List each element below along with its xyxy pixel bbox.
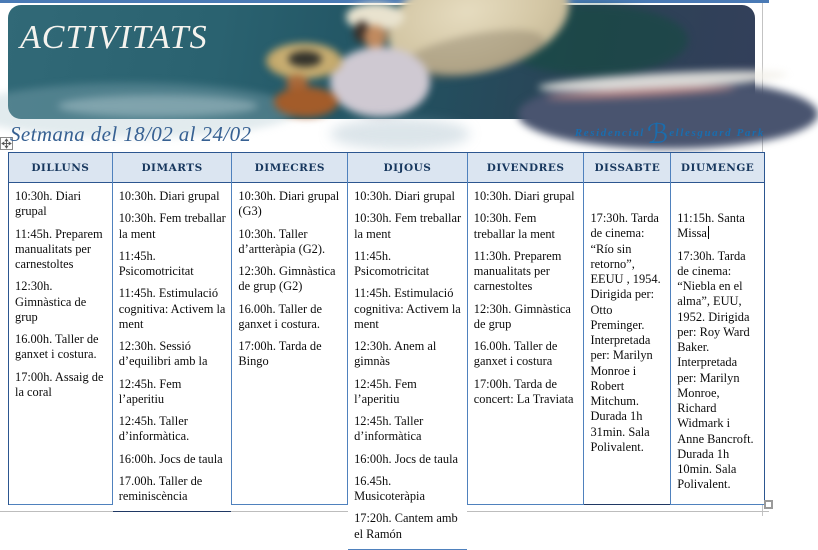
day-column-dijous (348, 153, 468, 541)
schedule-cell-dissabte[interactable] (584, 183, 670, 505)
day-header-dissabte[interactable]: DISSABTE (584, 153, 670, 183)
day-header-divendres[interactable]: DIVENDRES (468, 153, 584, 183)
day-header-dijous[interactable]: DIJOUS (348, 153, 467, 183)
residence-logo (540, 119, 765, 151)
activity-item[interactable]: 12:30h. Anem al gimnàs (354, 339, 437, 369)
schedule-cell-dilluns[interactable] (9, 183, 112, 505)
activity-item[interactable]: 16.00h. Taller de ganxet i costura. (15, 332, 99, 362)
activity-item[interactable]: 11:30h. Preparem manualitats per carnestoltes (473, 248, 562, 294)
activity-item[interactable]: 10:30h. Fem treballar la ment (118, 211, 226, 241)
activity-item[interactable]: 17:30h. Tarda de cinema: “Río sin retorno”, EEUU , 1954. Dirigida per: Otto Preminger. Interpretada per: Marilyn Monroe i Robert Mitchum. Durada 1h 31min. Sala Polivalent. (590, 211, 661, 454)
activity-item[interactable]: 12:45h. Taller d’informàtica (354, 414, 424, 444)
logo-initial: ℬ (646, 119, 669, 150)
activity-item[interactable]: 17:00h. Assaig de la coral (15, 369, 104, 399)
schedule-table (8, 152, 765, 541)
activity-item[interactable]: 12:45h. Fem l’aperitiu (118, 376, 182, 406)
schedule-cell-divendres[interactable] (468, 183, 584, 505)
activity-item[interactable]: 10:30h. Diari grupal (G3) (238, 189, 340, 219)
activity-item[interactable]: 11:15h. Santa Missa (677, 211, 745, 241)
activity-item[interactable]: 17:00h. Tarda de Bingo (238, 339, 322, 369)
schedule-cell-dimarts[interactable] (113, 183, 232, 512)
activity-item[interactable]: 16:00h. Jocs de taula (118, 451, 223, 466)
day-column-diumenge (671, 153, 764, 505)
activity-item[interactable]: 10:30h. Diari grupal (354, 189, 455, 203)
day-column-dissabte (584, 153, 671, 505)
page-title: ACTIVITATS (20, 19, 208, 56)
table-resize-handle-icon[interactable] (764, 500, 773, 509)
activity-item[interactable]: 17:00h. Tarda de concert: La Traviata (473, 376, 574, 406)
activity-item[interactable]: 12:45h. Taller d’informàtica. (118, 414, 190, 444)
activity-item[interactable]: 17.00h. Taller de reminiscència (118, 473, 203, 503)
activity-item[interactable]: 11:45h. Estimulació cognitiva: Activem la ment (354, 286, 461, 331)
activity-item[interactable]: 10:30h. Diari grupal (15, 189, 82, 219)
activity-item[interactable]: 16.00h. Taller de ganxet i costura. (238, 301, 322, 331)
logo-suffix: ellesguard Park (669, 127, 765, 139)
week-label[interactable]: Setmana del 18/02 al 24/02 (10, 122, 252, 146)
activity-item[interactable]: 12:30h. Gimnàstica de grup (15, 279, 87, 324)
schedule-cell-dijous[interactable] (348, 183, 467, 550)
activity-item[interactable]: 16:00h. Jocs de taula (354, 451, 459, 466)
activity-item[interactable]: 12:30h. Gimnàstica de grup (473, 301, 571, 331)
activity-item[interactable]: 10:30h. Fem treballar la ment (354, 211, 462, 241)
activity-item[interactable]: 11:45h. Estimulació cognitiva: Activem la ment (118, 286, 226, 331)
activity-item[interactable]: 16.45h. Musicoteràpia (354, 473, 425, 503)
activity-item[interactable]: 10:30h. Diari grupal (473, 189, 575, 203)
day-header-dimecres[interactable]: DIMECRES (232, 153, 347, 183)
activity-item[interactable]: 11:45h. Psicomotricitat (354, 248, 430, 278)
day-header-dilluns[interactable]: DILLUNS (9, 153, 112, 183)
day-column-divendres (468, 153, 585, 505)
activity-item[interactable]: 10:30h. Taller d’artteràpia (G2). (238, 226, 326, 256)
banner-image[interactable] (8, 5, 755, 119)
activity-item[interactable]: 11:45h. Preparem manualitats per carnestoltes (15, 226, 103, 271)
activity-item[interactable]: 12:45h. Fem l’aperitiu (354, 376, 417, 406)
banner-reflection (330, 118, 470, 150)
activity-item[interactable]: 11:45h. Psicomotricitat (118, 248, 194, 278)
day-header-diumenge[interactable]: DIUMENGE (671, 153, 764, 183)
schedule-cell-dimecres[interactable] (232, 183, 347, 505)
day-column-dimecres (232, 153, 348, 505)
activity-item[interactable]: 10:30h. Fem treballar la ment (473, 211, 555, 241)
activity-item[interactable]: 12:30h. Gimnàstica de grup (G2) (238, 264, 336, 294)
day-header-dimarts[interactable]: DIMARTS (113, 153, 232, 183)
activity-item[interactable] (677, 189, 759, 204)
day-column-dilluns (9, 153, 113, 505)
activity-item[interactable]: 17:30h. Tarda de cinema: “Niebla en el alma”, EUU, 1952. Dirigida per: Roy Ward Baker. Interpretada per: Marilyn Monroe, Richard Widmark i Anne Bancroft. Durada 1h 10min. Sala Polivalent. (677, 248, 754, 492)
activity-item[interactable] (590, 189, 665, 204)
text-cursor (708, 226, 709, 239)
activity-item[interactable]: 16.00h. Taller de ganxet i costura (473, 339, 558, 369)
activity-item[interactable]: 12:30h. Sessió d’equilibri amb la (118, 339, 208, 369)
activity-item[interactable]: 10:30h. Diari grupal (118, 189, 220, 203)
logo-prefix: Residencial (574, 127, 645, 139)
schedule-cell-diumenge[interactable] (671, 183, 764, 505)
activity-item[interactable]: 17:20h. Cantem amb el Ramón (354, 511, 458, 541)
day-column-dimarts (113, 153, 233, 505)
